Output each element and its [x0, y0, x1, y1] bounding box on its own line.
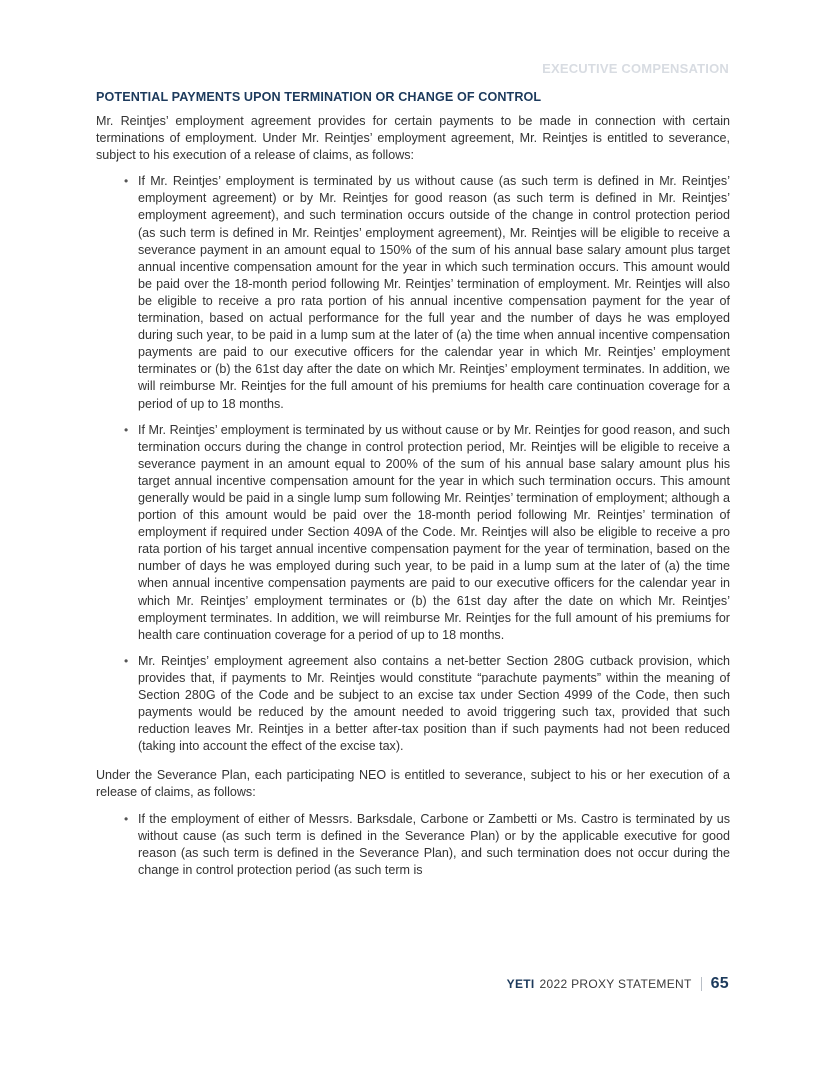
- bullet-icon: •: [124, 811, 129, 826]
- reintjes-severance-list: [96, 173, 730, 755]
- list-item: [124, 653, 730, 756]
- page-number: 65: [710, 975, 729, 992]
- list-item: [124, 811, 730, 879]
- body-content: [96, 113, 730, 888]
- bullet-icon: •: [124, 174, 129, 189]
- footer-divider: [701, 977, 702, 991]
- bullet-icon: •: [124, 653, 129, 668]
- section-title: POTENTIAL PAYMENTS UPON TERMINATION OR CHANGE OF CONTROL: [96, 90, 542, 104]
- page-footer: [507, 975, 729, 993]
- list-item-text: If Mr. Reintjes’ employment is terminated by us without cause (as such term is defined in Mr. Reintjes’ employment agreement) or by Mr. Reintjes for good reason (as such term is defined in Mr. Reintjes’ employment agreement), and such termination occurs outside of the change in control protection period (as such term is defined in Mr. Reintjes’ employment agreement), Mr. Reintjes will be eligible to receive a severance payment in an amount equal to 150% of the sum of his annual base salary amount plus target annual incentive compensation amount for the year in which such termination occurs. This amount would be paid over the 18-month period following Mr. Reintjes’ termination of employment. Mr. Reintjes will also be eligible to receive a pro rata portion of his annual incentive compensation payment for the year of termination, based on actual performance for the full year and the number of days he was employed during such year, to be paid in a lump sum at the later of (a) the time when annual incentive compensation payments are paid to our executive officers for the calendar year in which Mr. Reintjes’ employment terminates or (b) the 61st day after the date on which Mr. Reintjes’ employment terminates. In addition, we will reimburse Mr. Reintjes for the full amount of his premiums for health care continuation coverage for a period of up to 18 months.: [138, 174, 730, 411]
- brand-name: YETI: [506, 977, 535, 991]
- intro-paragraph: Mr. Reintjes’ employment agreement provides for certain payments to be made in connection with certain terminations of employment. Under Mr. Reintjes’ employment agreement, Mr. Reintjes is entitled to severance, subject to his execution of a release of claims, as follows:: [96, 114, 730, 163]
- list-item-text: If Mr. Reintjes’ employment is terminated by us without cause or by Mr. Reintjes for good reason, and such termination occurs during the change in control protection period, Mr. Reintjes will be eligible to receive a severance payment in an amount equal to 200% of the sum of his annual base salary amount plus his target annual incentive compensation amount for the year in which such termination occurs. This amount generally would be paid in a single lump sum following Mr. Reintjes’ termination of employment; although a portion of this amount would be paid over the 18-month period following Mr. Reintjes’ termination of employment if required under Section 409A of the Code. Mr. Reintjes will also be eligible to receive a pro rata portion of his target annual incentive compensation payment for the year of termination, based on the number of days he was employed during such year, to be paid in a lump sum at the later of (a) the time when annual incentive compensation payments are paid to our executive officers for the calendar year in which Mr. Reintjes’ employment terminates or (b) the 61st day after the date on which Mr. Reintjes’ employment terminates. In addition, we will reimburse Mr. Reintjes for the full amount of his premiums for health care continuation coverage for a period of up to 18 months.: [138, 422, 730, 642]
- running-header: EXECUTIVE COMPENSATION: [542, 61, 729, 76]
- list-item-text: If the employment of either of Messrs. Barksdale, Carbone or Zambetti or Ms. Castro is terminated by us without cause (as such term is defined in the Severance Plan) or by the applicable executive for good reason (as such term is defined in the Severance Plan), and such termination does not occur during the change in control protection period (as such term is: [138, 811, 730, 877]
- list-item: [124, 173, 730, 412]
- severance-plan-list: [96, 811, 730, 879]
- document-name: 2022 PROXY STATEMENT: [539, 977, 692, 991]
- list-item-text: Mr. Reintjes’ employment agreement also contains a net-better Section 280G cutback provision, which provides that, if payments to Mr. Reintjes would constitute “parachute payments” within the meaning of Section 280G of the Code and be subject to an excise tax under Section 4999 of the Code, then such payments would be reduced by the amount needed to avoid triggering such tax, provided that such reduction leaves Mr. Reintjes in a better after-tax position than if such payments had not been reduced (taking into account the effect of the excise tax).: [138, 653, 730, 754]
- bullet-icon: •: [124, 422, 129, 437]
- severance-plan-paragraph: Under the Severance Plan, each participating NEO is entitled to severance, subject to his or her execution of a release of claims, as follows:: [96, 768, 730, 800]
- list-item: [124, 422, 730, 644]
